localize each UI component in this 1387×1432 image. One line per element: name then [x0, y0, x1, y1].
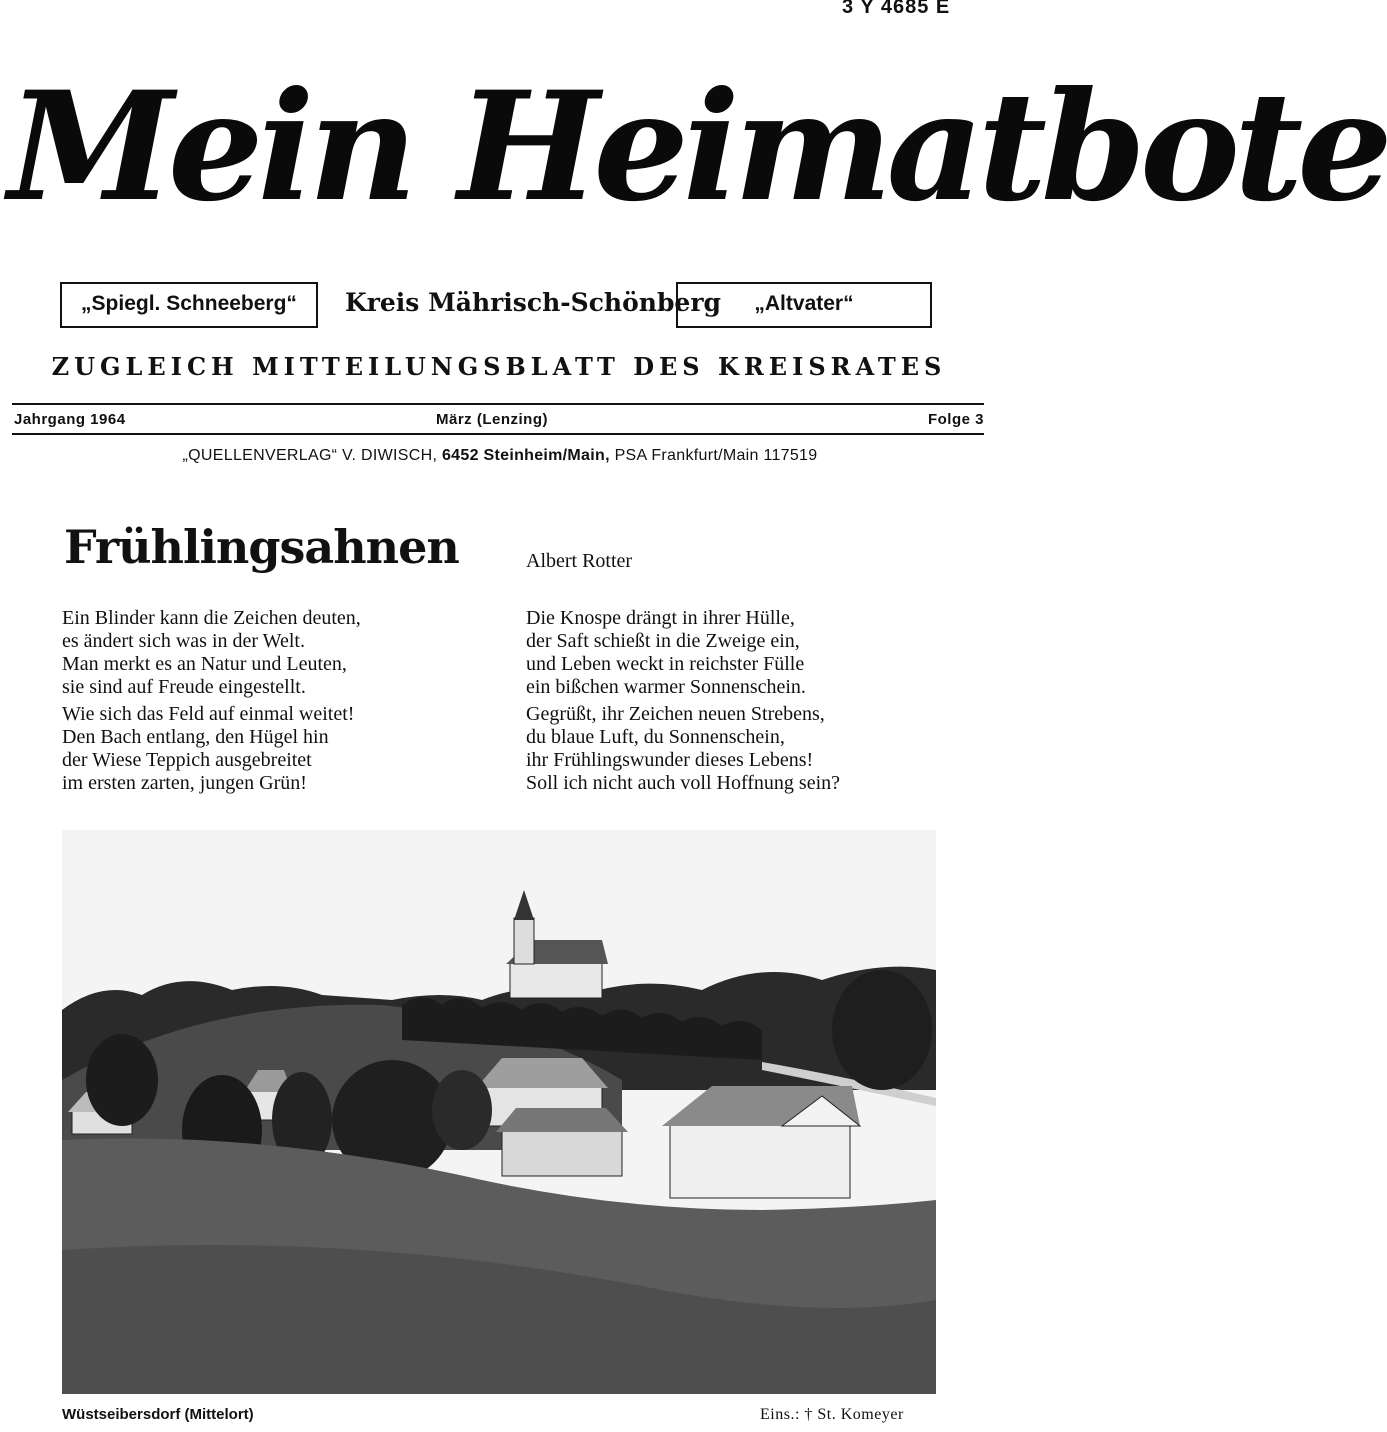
photo-credit: Eins.: † St. Komeyer: [760, 1406, 904, 1423]
subtitle: ZUGLEICH MITTEILUNGSBLATT DES KREISRATES: [51, 352, 947, 381]
publisher-name: „QUELLENVERLAG“ V. DIWISCH,: [182, 447, 438, 464]
issue-year: Jahrgang 1964: [14, 411, 126, 428]
divider-bottom: [12, 433, 984, 435]
poem-stanza-1: Ein Blinder kann die Zeichen deuten, es ändert sich was in der Welt. Man merkt es an Natur und Leuten, sie sind auf Freude eingestellt.: [62, 607, 361, 698]
village-photo: [62, 830, 936, 1394]
publisher-line: [0, 447, 1000, 465]
publisher-address: 6452 Steinheim/Main,: [441, 447, 610, 464]
poem-stanza-2: Wie sich das Feld auf einmal weitet! Den Bach entlang, den Hügel hin der Wiese Teppich ausgebreitet im ersten zarten, jungen Grün!: [62, 703, 355, 794]
poem-stanza-4: Gegrüßt, ihr Zeichen neuen Strebens, du blaue Luft, du Sonnenschein, ihr Frühlingswunder dieses Lebens! Soll ich nicht auch voll Hoffnung sein?: [526, 703, 841, 794]
issue-month: März (Lenzing): [436, 411, 548, 428]
poem-title: Frühlingsahnen: [64, 520, 459, 574]
issue-number: Folge 3: [927, 411, 984, 428]
publisher-psa: PSA Frankfurt/Main 117519: [614, 447, 818, 464]
photo-caption: Wüstseibersdorf (Mittelort): [62, 1406, 254, 1423]
label-spiegl-schneeberg: „Spiegl. Schneeberg“: [60, 282, 318, 328]
label-altvater: „Altvater“: [676, 282, 932, 328]
poem-stanza-3: Die Knospe drängt in ihrer Hülle, der Saft schießt in die Zweige ein, und Leben weckt in reichster Fülle ein bißchen warmer Sonnenschein.: [526, 607, 806, 698]
masthead-title: Mein Heimatbote: [8, 59, 1387, 235]
divider-top: [12, 403, 984, 405]
poem-author: Albert Rotter: [526, 550, 633, 572]
kreis-label: Kreis Mährisch-Schönberg: [345, 288, 721, 317]
catalog-code: 3 Y 4685 E: [842, 0, 951, 18]
